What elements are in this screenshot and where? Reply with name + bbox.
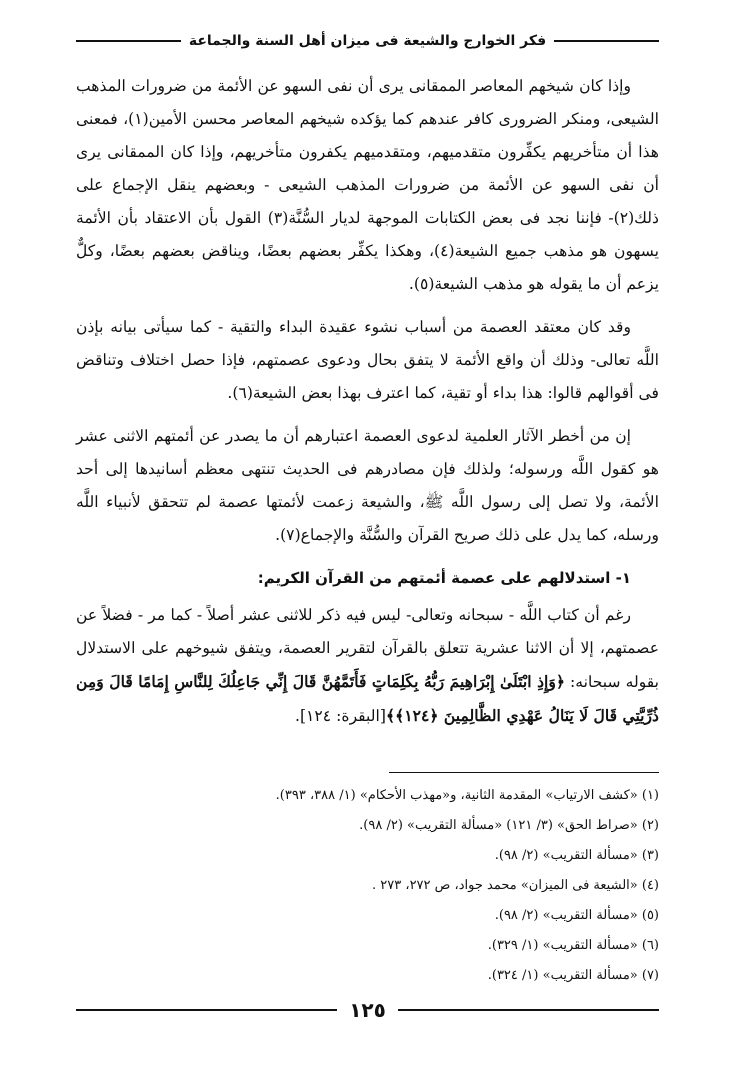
footnote-item: (٧) «مسألة التقريب» (١/ ٣٢٤). — [487, 968, 659, 983]
quran-verse: ﴿وَإِذِ ابْتَلَىٰ إِبْرَاهِيمَ رَبُّهُ بِكَلِمَاتٍ فَأَتَمَّهُنَّ قَالَ إِنِّي جَاعِلُكَ لِلنَّاسِ إِمَامًا قَالَ وَمِن ذُرِّيَّتِي قَالَ لَا يَنَالُ عَهْدِي الظَّالِمِينَ ﴿١٢٤﴾﴾ — [76, 672, 659, 725]
paragraph-3: إن من أخطر الآثار العلمية لدعوى العصمة اعتبارهم أن ما يصدر عن أئمتهم الاثنى عشر هو كقول اللَّه ورسوله؛ ولذلك فإن مصادرهم فى الحديث تنتهى معظم أسانيدها إلى أحد الأئمة، ولا تصل إلى رسول اللَّه ﷺ، والشيعة زعمت لأئمتها عصمة لم تتحقق لأنبياء اللَّه ورسله، كما يدل على ذلك صريح القرآن والسُّنَّة والإجماع(٧). — [76, 427, 659, 544]
paragraph-1: وإذا كان شيخهم المعاصر الممقانى يرى أن نفى السهو عن الأئمة من ضرورات المذهب الشيعى، ومنكر الضرورى كافر عندهم كما يؤكده شيخهم المعاصر محسن الأمين(١)، فمعنى هذا أن متأخريهم يكفِّرون متقدميهم، ومتقدميهم يكفرون متأخريهم، وإذا كان الممقانى يرى أن نفى السهو عن الأئمة من ضرورات المذهب الشيعى - وبعضهم ينقل الإجماع على ذلك(٢)- فإننا نجد فى بعض الكتابات الموجهة لديار السُّنَّة(٣) القول بأن الاعتقاد بأن الأئمة يسهون هو مذهب جميع الشيعة(٤)، وهكذا يكفِّر بعضهم بعضًا، ويناقض بعضهم بعضًا، وكلٌّ يزعم أن ما يقوله هو مذهب الشيعة(٥). — [76, 77, 659, 293]
footnote-item: (٤) «الشيعة فى الميزان» محمد جواد، ص ٢٧٢، ٢٧٣ . — [372, 878, 659, 893]
paragraph-4 — [76, 599, 659, 733]
running-header-title: فكر الخوارج والشيعة فى ميزان أهل السنة والجماعة — [188, 33, 547, 49]
footnote-item: (٣) «مسألة التقريب» (٢/ ٩٨). — [494, 848, 659, 863]
footer-rule-right — [398, 1009, 659, 1011]
section-heading: ١- استدلالهم على عصمة أئمتهم من القرآن الكريم: — [257, 569, 631, 587]
page-footer — [76, 995, 659, 1025]
header-rule-left — [76, 40, 181, 42]
footnote-item: (١) «كشف الارتياب» المقدمة الثانية، و«مهذب الأحكام» (١/ ٣٨٨، ٣٩٣). — [275, 788, 659, 803]
footnote-item: (٥) «مسألة التقريب» (٢/ ٩٨). — [494, 908, 659, 923]
paragraph-2: وقد كان معتقد العصمة من أسباب نشوء عقيدة البداء والتقية - كما سيأتى بيانه بإذن اللَّه تعالى- وذلك أن واقع الأئمة لا يتفق بحال ودعوى عصمتهم، فإذا حصل اختلاف وتناقض فى أقوالهم قالوا: هذا بداء أو تقية، كما اعترف بهذا بعض الشيعة(٦). — [76, 318, 659, 402]
page-number: ١٢٥ — [349, 998, 386, 1022]
verse-reference: [البقرة: ١٢٤]. — [295, 707, 386, 725]
footnote-item: (٢) «صراط الحق» (٣/ ١٢١) «مسألة التقريب» (٢/ ٩٨). — [359, 818, 659, 833]
running-header — [76, 26, 659, 56]
footnote-separator — [389, 772, 659, 773]
header-rule-right — [554, 40, 659, 42]
footer-rule-left — [76, 1009, 337, 1011]
main-text — [76, 70, 659, 733]
paragraph-4-text: رغم أن كتاب اللَّه - سبحانه وتعالى- ليس فيه ذكر للاثنى عشر أصلاً - كما مر - فضلاً عن عصمتهم، إلا أن الاثنا عشرية تتعلق بالقرآن لتقرير العصمة، ويتفق شيوخهم على الاستدلال بقوله سبحانه: — [76, 606, 659, 691]
footnote-item: (٦) «مسألة التقريب» (١/ ٣٢٩). — [487, 938, 659, 953]
footnotes — [76, 781, 659, 991]
